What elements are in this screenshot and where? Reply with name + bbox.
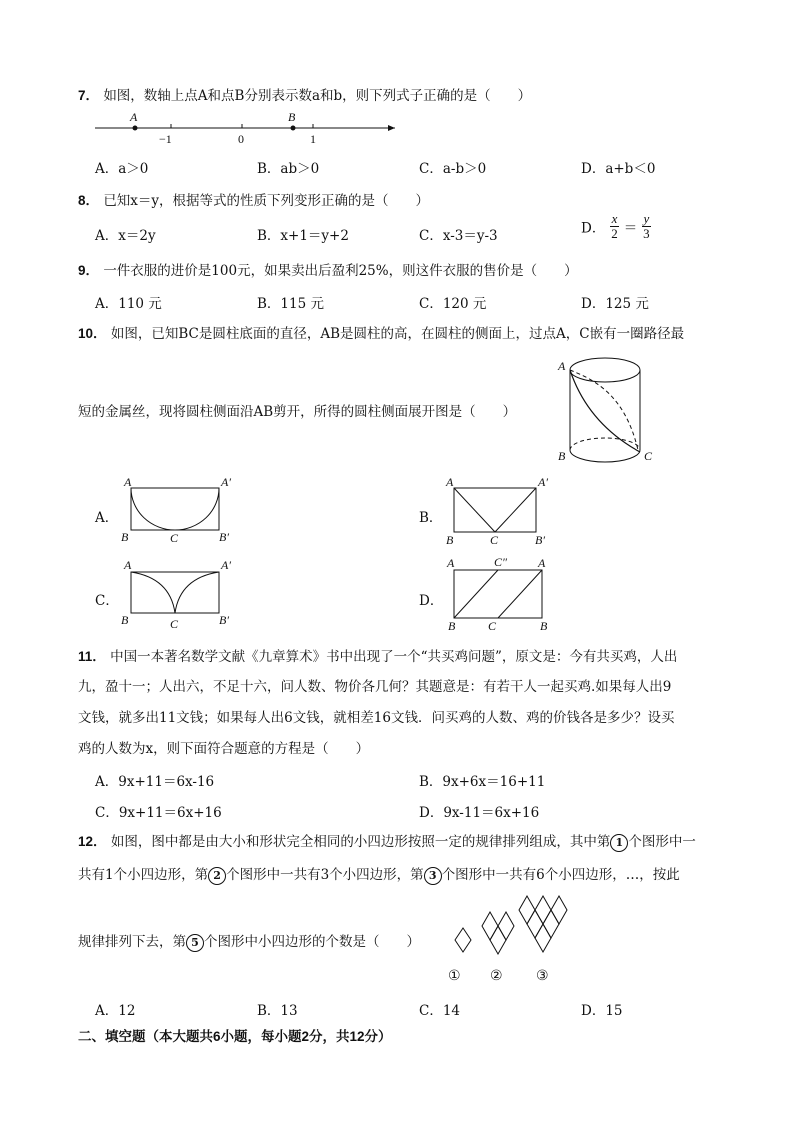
section-heading-fill-in: 二、填空题（本大题共6小题，每小题2分，共12分） xyxy=(78,1029,392,1044)
q9-option-d: D．125 元 xyxy=(581,296,649,312)
q7-option-a: A．a＞0 xyxy=(95,161,149,177)
fig-label-1: ① xyxy=(448,968,461,984)
q11-option-b: B．9x+6x＝16+11 xyxy=(419,774,546,790)
label-B: B xyxy=(288,110,296,124)
q9-number: 9． xyxy=(78,263,100,278)
q8-number: 8． xyxy=(78,193,100,208)
q11-number: 11． xyxy=(78,649,106,664)
cyl-label-A: A xyxy=(558,359,566,373)
q10-option-a-letter: A． xyxy=(95,510,119,526)
svg-text:B: B xyxy=(121,613,129,627)
svg-text:C: C xyxy=(170,531,179,545)
circled-number-5: 5 xyxy=(186,934,204,952)
q7-option-b: B．ab＞0 xyxy=(257,161,320,177)
q10-option-d-letter: D． xyxy=(419,593,444,609)
svg-text:C: C xyxy=(170,617,179,631)
q9-option-c: C．120 元 xyxy=(419,296,487,312)
q12-text-1a: 如图，图中都是由大小和形状完全相同的小四边形按照一定的规律排列组成，其中第 xyxy=(110,834,611,850)
q12-text-2a: 共有1个小四边形，第 xyxy=(78,867,209,883)
q11-option-c: C．9x+11＝6x+16 xyxy=(95,805,222,821)
q12-text-3b: 个图形中小四边形的个数是（ ） xyxy=(204,934,420,950)
q11-text-1: 中国一本著名数学文献《九章算术》书中出现了一个“共买鸡问题”，原文是：今有共买鸡，人出 xyxy=(110,649,678,665)
svg-text:A: A xyxy=(538,556,546,570)
q11-question-line4: 鸡的人数为x，则下面符合题意的方程是（ ） xyxy=(78,741,370,757)
q12-option-a: A．12 xyxy=(95,1003,136,1019)
q10-number: 10． xyxy=(78,326,107,341)
q9-option-b: B．115 元 xyxy=(257,296,324,312)
q10-text-1: 如图，已知BC是圆柱底面的直径，AB是圆柱的高，在圆柱的侧面上，过点A，C嵌有一圈路径最 xyxy=(110,326,685,342)
label-A: A xyxy=(130,110,138,124)
q12-text-2b: 个图形中一共有3个小四边形，第 xyxy=(226,867,424,883)
circled-number-3: 3 xyxy=(424,867,442,885)
q10-option-b-letter: B． xyxy=(419,510,443,526)
svg-text:C″: C″ xyxy=(494,555,508,569)
q7-number: 7． xyxy=(78,88,100,103)
q12-option-c: C．14 xyxy=(419,1003,461,1019)
q11-option-d: D．9x-11＝6x+16 xyxy=(419,805,540,821)
q7-text: 如图，数轴上点A和点B分别表示数a和b，则下列式子正确的是（ ） xyxy=(103,88,532,104)
q8-option-c: C．x-3＝y-3 xyxy=(419,228,498,244)
cyl-label-B: B xyxy=(558,449,566,463)
pattern-figure-1 xyxy=(455,928,471,952)
circled-number-2: 2 xyxy=(208,867,226,885)
equals-sign: ＝ xyxy=(623,220,638,237)
q9-text: 一件衣服的进价是100元，如果卖出后盈利25%，则这件衣服的售价是（ ） xyxy=(103,263,578,279)
q12-number: 12． xyxy=(78,834,107,849)
svg-text:B: B xyxy=(540,619,548,633)
label-neg1: −1 xyxy=(159,132,172,146)
svg-text:C: C xyxy=(490,533,499,547)
svg-text:A: A xyxy=(446,475,454,489)
q12-option-d: D．15 xyxy=(581,1003,623,1019)
q12-text-1b: 个图形中一 xyxy=(628,834,696,850)
svg-text:C: C xyxy=(488,619,497,633)
fig-label-2: ② xyxy=(490,968,503,984)
q11-option-a: A．9x+11＝6x-16 xyxy=(95,774,215,790)
q12-option-b: B．13 xyxy=(257,1003,298,1019)
svg-text:A: A xyxy=(124,475,132,489)
q8-option-d-letter: D． xyxy=(581,220,606,237)
cyl-label-C: C xyxy=(644,449,653,463)
q10-option-c-letter: C． xyxy=(95,593,119,609)
fig-label-3: ③ xyxy=(536,968,549,984)
label-0: 0 xyxy=(238,132,244,146)
q9-option-a: A．110 元 xyxy=(95,296,162,312)
q8-option-a: A．x＝2y xyxy=(95,228,156,244)
svg-text:B′: B′ xyxy=(535,533,545,547)
svg-text:B′: B′ xyxy=(219,530,229,544)
q12-text-3a: 规律排列下去，第 xyxy=(78,934,186,950)
pattern-figure-3 xyxy=(519,896,567,952)
denominator-3: 3 xyxy=(643,226,650,241)
q12-text-2c: 个图形中一共有6个小四边形，…，按此 xyxy=(441,867,680,883)
svg-text:B: B xyxy=(446,533,454,547)
svg-text:A: A xyxy=(124,558,132,572)
q8-option-b: B．x+1＝y+2 xyxy=(257,228,349,244)
svg-text:B: B xyxy=(448,619,456,633)
numerator-x: x xyxy=(611,211,618,226)
q10-question-line2: 短的金属丝，现将圆柱侧面沿AB剪开，所得的圆柱侧面展开图是（ ） xyxy=(78,404,517,420)
numerator-y: y xyxy=(643,211,650,226)
q7-option-c: C．a-b＞0 xyxy=(419,161,487,177)
svg-text:A′: A′ xyxy=(538,475,548,489)
svg-text:B: B xyxy=(121,530,129,544)
svg-text:A′: A′ xyxy=(221,475,231,489)
q11-question-line3: 文钱，就多出11文钱；如果每人出6文钱，就相差16文钱．问买鸡的人数、鸡的价钱各是多少？设买 xyxy=(78,710,675,726)
denominator-2: 2 xyxy=(611,226,618,241)
q11-question-line2: 九，盈十一；人出六，不足十六，问人数、物价各几何？其题意是：有若干人一起买鸡.如果每人出9 xyxy=(78,679,672,695)
label-1: 1 xyxy=(310,132,316,146)
svg-text:A′: A′ xyxy=(221,558,231,572)
pattern-figure-2 xyxy=(482,912,514,954)
circled-number-1: 1 xyxy=(610,834,628,852)
q8-text: 已知x＝y，根据等式的性质下列变形正确的是（ ） xyxy=(103,193,430,209)
q7-option-d: D．a+b＜0 xyxy=(581,161,656,177)
svg-text:A: A xyxy=(447,556,455,570)
svg-text:B′: B′ xyxy=(219,613,229,627)
